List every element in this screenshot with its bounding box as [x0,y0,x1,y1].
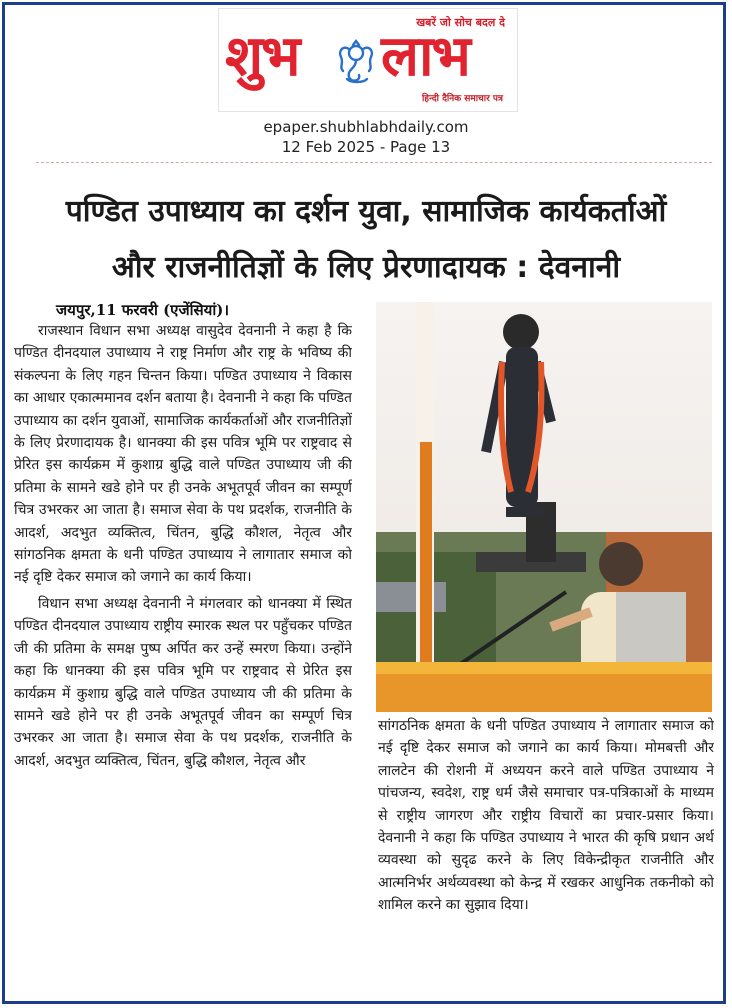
ganesha-icon [335,39,377,85]
logo-word-right: लाभ [381,24,469,89]
masthead-subtagline: हिन्दी दैनिक समाचार पत्र [421,94,503,104]
article-paragraph: राजस्थान विधान सभा अध्यक्ष वासुदेव देवनानी ने कहा है कि पण्डित दीनदयाल उपाध्याय ने राष्ट्र निर्माण और राष्ट्र के भविष्य की संकल्पना के लिए गहन चिन्तन किया। पण्डित उपाध्याय ने विकास का आधार एकात्ममानव दर्शन बताया है। देवनानी ने कहा कि पण्डित उपाध्याय का दर्शन युवाओं, सामाजिक कार्यकर्ताओं और राजनीतिज्ञों के लिए प्रेरणादायक है। धानक्या की इस पवित्र भूमि पर राष्ट्रवाद से प्रेरित इस कार्यक्रम में कुशाग्र बुद्धि वाले पण्डित उपाध्याय जी की प्रतिमा के सामने खडे होने पर ही उनके अभूतपूर्व जीवन का सम्पूर्ण चित्र उभरकर आ जाता है। समाज सेवा के पथ प्रदर्शक, राजनीति के आदर्श, अदभुत व्यक्तित्व, चिंतन, बुद्धि कौशल, नेतृत्व और सांगठनिक क्षमता के धनी पण्डित उपाध्याय ने लागातार समाज को नई दृष्टि देकर समाज को जगाने का कार्य किया। [14,323,352,586]
masthead [218,8,518,112]
headline-line-1: पण्डित उपाध्याय का दर्शन युवा, सामाजिक कार्यकर्ताओं [65,194,667,229]
news-photo [376,302,712,712]
logo-word-left: शुभ [225,24,299,89]
headline-line-2: और राजनीतिज्ञों के लिए प्रेरणादायक : देवनानी [111,250,621,285]
article-paragraph: विधान सभा अध्यक्ष देवनानी ने मंगलवार को धानक्या में स्थित पण्डित दीनदयाल उपाध्याय राष्ट्रीय स्मारक स्थल पर पहुँचकर पण्डित जी की प्रतिमा के समक्ष पुष्प अर्पित कर उन्हें स्मरण किया। उन्होंने कहा कि धानक्या की इस पवित्र भूमि पर राष्ट्रवाद से प्रेरित इस कार्यक्रम में कुशाग्र बुद्धि वाले पण्डित उपाध्याय जी की प्रतिमा के सामने खडे होने पर ही उनके अभूतपूर्व जीवन का सम्पूर्ण चित्र उभरकर आ जाता है। समाज सेवा के पथ प्रदर्शक, राजनीति के आदर्श, अदभुत व्यक्तित्व, चिंतन, बुद्धि कौशल, नेतृत्व और [14,595,352,769]
dateline: जयपुर,11 फरवरी (एजेंसियां)। [56,301,230,319]
article-column-right [378,715,714,1005]
masthead-tagline: खबरें जो सोच बदल दे [416,16,505,29]
photo-illustration [376,302,712,712]
header-divider [36,162,712,163]
edition-url[interactable]: epaper.shubhlabhdaily.com [263,118,469,136]
article-paragraph: सांगठनिक क्षमता के धनी पण्डित उपाध्याय ने लागातार समाज को नई दृष्टि देकर समाज को जगाने का कार्य किया। मोमबत्ती और लालटेन की रोशनी में अध्ययन करने वाले पण्डित उपाध्याय ने पांचजन्य, स्वदेश, राष्ट्र धर्म जैसे समाचार पत्र-पत्रिकाओं के माध्यम से राष्ट्रीय जागरण और राष्ट्रीय विचारों का प्रचार-प्रसार किया। देवनानी ने कहा कि पण्डित उपाध्याय ने भारत की कृषि प्रधान अर्थ व्यवस्था को सुदृढ करने के लिए विकेन्द्रीकृत राजनीति और आत्मनिर्भर अर्थव्यवस्था को केन्द्र में रखकर आधुनिक तकनीको को शामिल करने का सुझाव दिया। [378,718,714,914]
article-column-left [14,320,352,1004]
edition-date-page: 12 Feb 2025 - Page 13 [281,138,451,156]
